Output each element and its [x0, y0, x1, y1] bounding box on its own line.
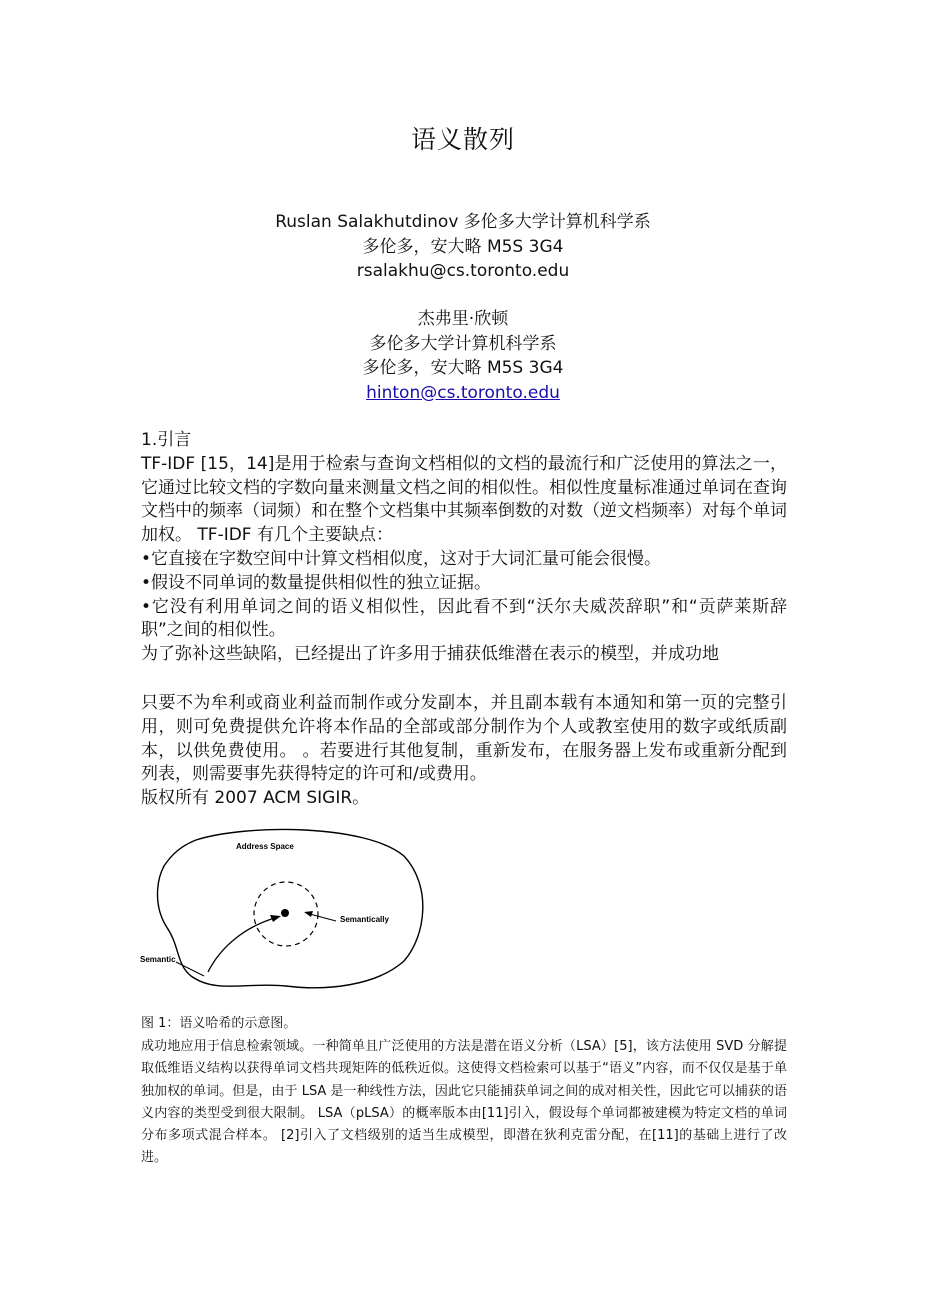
author-2-affiliation: 多伦多大学计算机科学系 [369, 333, 557, 354]
figure-caption: 图 1：语义哈希的示意图。 [141, 1016, 297, 1031]
continuation-line: 为了弥补这些缺陷，已经提出了许多用于捕获低维潜在表示的模型，并成功地 [141, 644, 719, 665]
notice-text: 只要不为牟利或商业利益而制作或分发副本，并且副本载有本通知和第一页的完整引用，则可免费提供允许将本作品的全部或部分制作为个人或教室使用的数字或纸质副本，以供免费使用。 。若要进行其他复制，重新发布，在服务器上发布或重新分配到列表，则需要事先获得特定的许可和/或费用。 [141, 693, 787, 785]
semantic-hashing-figure [136, 826, 436, 1011]
author-2-name: 杰弗里·欣顿 [417, 309, 509, 329]
author-block-2 [0, 307, 926, 405]
semantic-hashing-arrow [208, 917, 278, 972]
continued-paragraph: 成功地应用于信息检索领域。一种简单且广泛使用的方法是潜在语义分析（LSA）[5]，该方法使用 SVD 分解提取低维语义结构以获得单词文档共现矩阵的低秩近似。这使得文档检索可以基于“语义”内容，而不仅仅是基于单独加权的单词。但是，由于 LSA 是一种线性方法，因此它只能捕获单词之间的成对相关性，因此它可以捕获的语义内容的类型受到很大限制。 LSA（pLSA）的概率版本由[11]引入，假设每个单词都被建模为特定文档的单词分布多项式混合样本。 [2]引入了文档级别的适当生成模型，即潜在狄利克雷分配，在[11]的基础上进行了改进。 [141, 1039, 787, 1166]
author-1-email: rsalakhu@cs.toronto.edu [356, 261, 570, 281]
copyright-line: 版权所有 2007 ACM SIGIR。 [141, 788, 370, 809]
author-1-address: 多伦多，安大略 M5S 3G4 [362, 236, 564, 257]
semantically-arrow-head [304, 911, 313, 917]
bullet-item: •它没有利用单词之间的语义相似性，因此看不到“沃尔夫威茨辞职”和“贡萨莱斯辞职”之间的相似性。 [141, 596, 787, 641]
label-semantically: Semantically [340, 915, 389, 924]
paper-title: 语义散列 [410, 125, 515, 154]
bullet-item: •假设不同单词的数量提供相似性的独立证据。 [141, 572, 492, 593]
semantic-hashing-arrow-head [270, 915, 281, 922]
section-heading: 1.引言 [141, 430, 192, 450]
author-2-email-link[interactable]: hinton@cs.toronto.edu [366, 382, 560, 403]
introduction-section [141, 429, 787, 667]
copyright-notice [141, 692, 787, 811]
intro-paragraph: TF-IDF [15，14]是用于检索与查询文档相似的文档的最流行和广泛使用的算法之一，它通过比较文档的字数向量来测量文档之间的相似性。相似性度量标准通过单词在查询文档中的频率（词频）和在整个文档集中其频率倒数的对数（逆文档频率）对每个单词加权。 TF-IDF 有几个主要缺点： [141, 453, 787, 546]
address-space-boundary [158, 829, 423, 987]
semantic-label-leader [176, 962, 204, 976]
author-2-address: 多伦多，安大略 M5S 3G4 [362, 358, 564, 378]
bullet-item: •它直接在字数空间中计算文档相似度，这对于大词汇量可能会很慢。 [141, 548, 662, 569]
label-semantic: Semantic [140, 955, 176, 964]
label-address-space: Address Space [236, 842, 294, 851]
query-point [281, 909, 289, 917]
author-block-1 [0, 210, 926, 284]
author-1-name-affiliation: Ruslan Salakhutdinov 多伦多大学计算机科学系 [275, 212, 651, 232]
